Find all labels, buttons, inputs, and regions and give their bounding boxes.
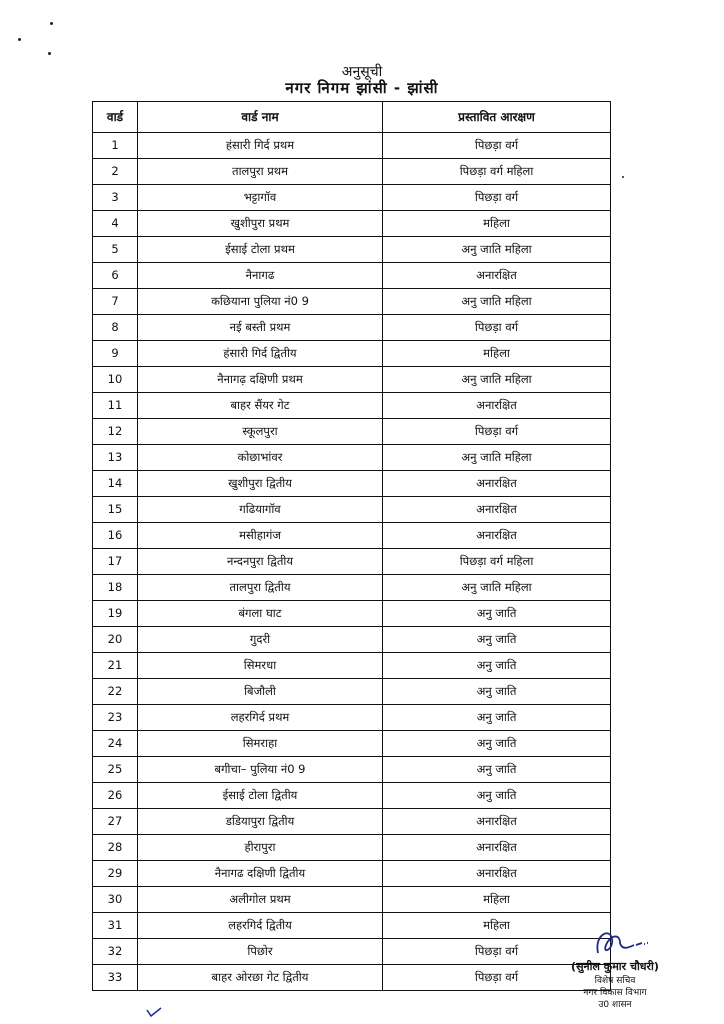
table-row [93, 471, 611, 497]
table-row [93, 757, 611, 783]
ward-name-cell: तालपुरा द्वितीय [138, 575, 383, 601]
table-row [93, 393, 611, 419]
ward-reservation-table [92, 101, 611, 991]
reservation-cell: अनु जाति [383, 705, 611, 731]
ward-name-cell: बगीचा– पुलिया नं0 9 [138, 757, 383, 783]
reservation-cell: अनु जाति [383, 627, 611, 653]
ward-number-cell: 11 [93, 393, 138, 419]
table-row [93, 445, 611, 471]
document-title: नगर निगम झांसी - झांसी [285, 79, 439, 97]
reservation-cell: अनु जाति [383, 731, 611, 757]
ward-name-cell: नई बस्ती प्रथम [138, 315, 383, 341]
ward-name-cell: ईसाई टोला प्रथम [138, 237, 383, 263]
ward-name-cell: हंसारी गिर्द द्वितीय [138, 341, 383, 367]
table-row [93, 263, 611, 289]
ward-number-cell: 5 [93, 237, 138, 263]
ward-name-cell: गुदरी [138, 627, 383, 653]
ward-name-cell: कोछाभांवर [138, 445, 383, 471]
ward-name-cell: नैनागढ़ दक्षिणी प्रथम [138, 367, 383, 393]
ward-name-cell: बाहर ओरछा गेट द्वितीय [138, 965, 383, 991]
table-header-row [93, 102, 611, 133]
ward-name-cell: बाहर सैंयर गेट [138, 393, 383, 419]
reservation-cell: पिछड़ा वर्ग [383, 315, 611, 341]
reservation-cell: अनारक्षित [383, 263, 611, 289]
table-row [93, 523, 611, 549]
ward-name-cell: मसीहागंज [138, 523, 383, 549]
ward-number-cell: 20 [93, 627, 138, 653]
column-header-ward: वार्ड [93, 102, 138, 133]
ward-name-cell: सिमराहा [138, 731, 383, 757]
ward-number-cell: 26 [93, 783, 138, 809]
ward-name-cell: भट्टागॉव [138, 185, 383, 211]
pen-tick-mark [145, 1003, 165, 1022]
table-row [93, 783, 611, 809]
table-row [93, 549, 611, 575]
reservation-cell: पिछड़ा वर्ग [383, 939, 611, 965]
reservation-cell: पिछड़ा वर्ग [383, 419, 611, 445]
ward-number-cell: 22 [93, 679, 138, 705]
ward-name-cell: बंगला घाट [138, 601, 383, 627]
signatory-name: (सुनील कुमार चौधरी) [571, 960, 659, 973]
table-row [93, 367, 611, 393]
ward-number-cell: 14 [93, 471, 138, 497]
reservation-cell: अनारक्षित [383, 523, 611, 549]
table-row [93, 419, 611, 445]
ward-name-cell: डडियापुरा द्वितीय [138, 809, 383, 835]
reservation-cell: महिला [383, 887, 611, 913]
ward-name-cell: तालपुरा प्रथम [138, 159, 383, 185]
reservation-cell: अनु जाति महिला [383, 289, 611, 315]
reservation-cell: अनारक्षित [383, 809, 611, 835]
table-row [93, 211, 611, 237]
ward-number-cell: 7 [93, 289, 138, 315]
reservation-cell: अनु जाति [383, 757, 611, 783]
table-row [93, 497, 611, 523]
ward-number-cell: 23 [93, 705, 138, 731]
reservation-cell: अनु जाति महिला [383, 575, 611, 601]
reservation-cell: अनु जाति महिला [383, 237, 611, 263]
reservation-cell: पिछड़ा वर्ग [383, 965, 611, 991]
ward-name-cell: हीरापुरा [138, 835, 383, 861]
scan-mark [18, 38, 21, 41]
ward-number-cell: 10 [93, 367, 138, 393]
reservation-cell: अनु जाति [383, 653, 611, 679]
ward-name-cell: गढियागॉव [138, 497, 383, 523]
ward-number-cell: 1 [93, 133, 138, 159]
table-row [93, 627, 611, 653]
ward-number-cell: 9 [93, 341, 138, 367]
ward-name-cell: पिछोर [138, 939, 383, 965]
ward-number-cell: 12 [93, 419, 138, 445]
table-row [93, 939, 611, 965]
reservation-cell: अनु जाति महिला [383, 367, 611, 393]
table-row [93, 835, 611, 861]
ward-number-cell: 25 [93, 757, 138, 783]
ward-name-cell: नैनागढ [138, 263, 383, 289]
ward-number-cell: 13 [93, 445, 138, 471]
table-body [93, 133, 611, 991]
ward-number-cell: 32 [93, 939, 138, 965]
scan-mark [622, 176, 624, 178]
ward-name-cell: खुशीपुरा द्वितीय [138, 471, 383, 497]
ward-number-cell: 33 [93, 965, 138, 991]
ward-name-cell: सिमरधा [138, 653, 383, 679]
ward-name-cell: हंसारी गिर्द प्रथम [138, 133, 383, 159]
ward-number-cell: 3 [93, 185, 138, 211]
reservation-cell: महिला [383, 211, 611, 237]
reservation-cell: महिला [383, 341, 611, 367]
ward-number-cell: 16 [93, 523, 138, 549]
ward-name-cell: बिजौली [138, 679, 383, 705]
table-row [93, 653, 611, 679]
table-row [93, 731, 611, 757]
table-row [93, 601, 611, 627]
ward-name-cell: कछियाना पुलिया नं0 9 [138, 289, 383, 315]
table-row [93, 315, 611, 341]
reservation-cell: अनु जाति [383, 601, 611, 627]
table-row [93, 341, 611, 367]
table-row [93, 133, 611, 159]
ward-number-cell: 4 [93, 211, 138, 237]
reservation-cell: पिछड़ा वर्ग [383, 133, 611, 159]
schedule-label: अनुसूची [341, 64, 383, 80]
signatory-government: उ0 शासन [598, 1000, 632, 1010]
table-row [93, 575, 611, 601]
ward-name-cell: नन्दनपुरा द्वितीय [138, 549, 383, 575]
table-row [93, 705, 611, 731]
table-row [93, 237, 611, 263]
reservation-cell: अनु जाति महिला [383, 445, 611, 471]
ward-number-cell: 6 [93, 263, 138, 289]
column-header-ward-name: वार्ड नाम [138, 102, 383, 133]
reservation-cell: अनारक्षित [383, 835, 611, 861]
reservation-cell: अनारक्षित [383, 393, 611, 419]
table-row [93, 887, 611, 913]
ward-name-cell: ईसाई टोला द्वितीय [138, 783, 383, 809]
ward-name-cell: खुशीपुरा प्रथम [138, 211, 383, 237]
ward-number-cell: 2 [93, 159, 138, 185]
ward-number-cell: 18 [93, 575, 138, 601]
ward-number-cell: 17 [93, 549, 138, 575]
table-row [93, 679, 611, 705]
reservation-cell: अनारक्षित [383, 497, 611, 523]
ward-number-cell: 30 [93, 887, 138, 913]
table-row [93, 289, 611, 315]
table-row [93, 185, 611, 211]
reservation-cell: अनारक्षित [383, 471, 611, 497]
reservation-cell: पिछड़ा वर्ग [383, 185, 611, 211]
ward-number-cell: 19 [93, 601, 138, 627]
reservation-cell: पिछड़ा वर्ग महिला [383, 549, 611, 575]
table-row [93, 809, 611, 835]
ward-number-cell: 8 [93, 315, 138, 341]
ward-number-cell: 21 [93, 653, 138, 679]
table-row [93, 159, 611, 185]
reservation-cell: पिछड़ा वर्ग महिला [383, 159, 611, 185]
table-row [93, 861, 611, 887]
table-row [93, 965, 611, 991]
ward-name-cell: स्कूलपुरा [138, 419, 383, 445]
ward-number-cell: 15 [93, 497, 138, 523]
ward-name-cell: लहरगिर्द द्वितीय [138, 913, 383, 939]
reservation-cell: अनु जाति [383, 783, 611, 809]
ward-name-cell: अलीगोल प्रथम [138, 887, 383, 913]
column-header-proposed-reservation: प्रस्तावित आरक्षण [383, 102, 611, 133]
signatory-designation: विशेष सचिव [594, 976, 636, 986]
ward-name-cell: लहरगिर्द प्रथम [138, 705, 383, 731]
ward-number-cell: 24 [93, 731, 138, 757]
ward-number-cell: 28 [93, 835, 138, 861]
reservation-cell: अनु जाति [383, 679, 611, 705]
ward-name-cell: नैनागढ दक्षिणी द्वितीय [138, 861, 383, 887]
reservation-cell: अनारक्षित [383, 861, 611, 887]
ward-number-cell: 29 [93, 861, 138, 887]
reservation-cell: महिला [383, 913, 611, 939]
table-row [93, 913, 611, 939]
scan-mark [48, 52, 51, 55]
signatory-department: नगर विकास विभाग [583, 988, 647, 998]
ward-number-cell: 27 [93, 809, 138, 835]
ward-number-cell: 31 [93, 913, 138, 939]
scan-mark [50, 22, 53, 25]
signature-scribble [590, 925, 650, 965]
